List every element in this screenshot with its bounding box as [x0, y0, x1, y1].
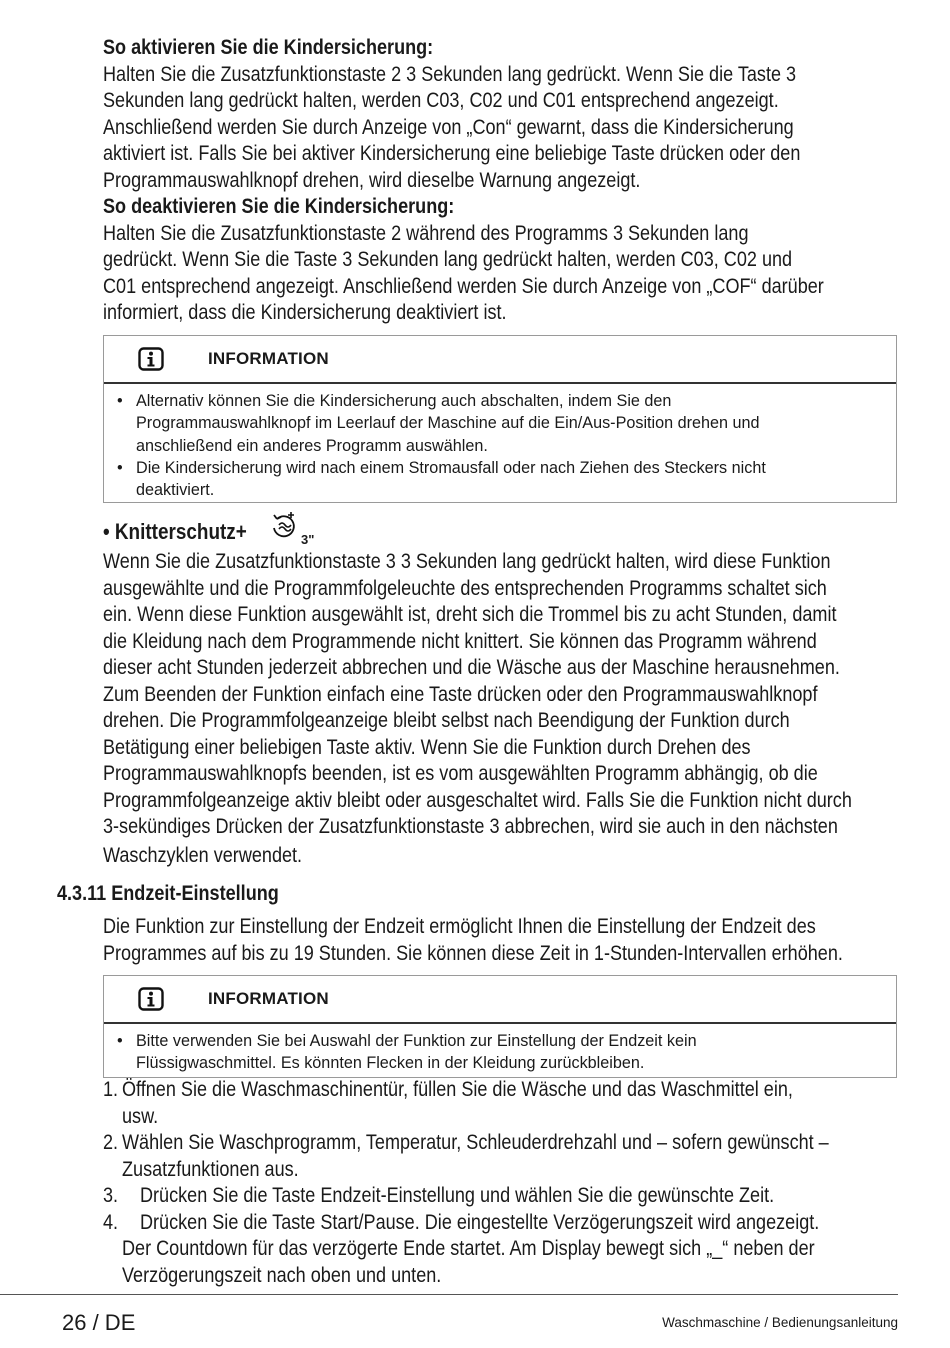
knitterschutz-section — [103, 517, 950, 869]
step-line: Öffnen Sie die Waschmaschinentür, füllen Sie die Wäsche und das Waschmittel ein, — [122, 1078, 793, 1101]
childlock-section — [103, 35, 941, 327]
knitterschutz-line: drehen. Die Programmfolgeanzeige bleibt selbst nach Beendigung der Funktion durch — [103, 709, 790, 732]
step-line: usw. — [122, 1104, 159, 1128]
information-line: • Bitte verwenden Sie bei Auswahl der Funktion zur Einstellung der Endzeit kein — [136, 1032, 697, 1050]
step-item — [103, 1210, 903, 1290]
deactivate-line: informiert, dass die Kindersicherung deaktiviert ist. — [103, 301, 507, 324]
step-line: Zusatzfunktionen aus. — [122, 1157, 299, 1181]
info-icon — [138, 987, 164, 1011]
step-line: Der Countdown für das verzögerte Ende startet. Am Display bewegt sich „_“ neben der — [122, 1237, 815, 1260]
information-box — [103, 335, 897, 503]
knitterschutz-line: die Kleidung nach dem Programmende nicht knittert. Sie können das Programm während — [103, 629, 817, 653]
section-heading — [57, 881, 315, 908]
knitterschutz-line: Waschzyklen verwendet. — [103, 843, 303, 867]
activate-title: So aktivieren Sie die Kindersicherung: — [103, 36, 434, 59]
information-line: • Alternativ können Sie die Kindersicherung auch abschalten, indem Sie den — [136, 392, 672, 410]
knitterschutz-line: Programmauswahlknopfs beenden, ist es vom ausgewählten Programm abhängig, ob die — [103, 762, 818, 785]
information-item — [114, 1030, 886, 1075]
activate-line: Halten Sie die Zusatzfunktionstaste 2 3 Sekunden lang gedrückt. Wenn Sie die Taste 3 — [103, 62, 797, 86]
step-item — [103, 1077, 903, 1130]
information-box — [103, 975, 897, 1078]
knitterschutz-line: 3-sekündiges Drücken der Zusatzfunktionstaste 3 abbrechen, wird sie auch in den nächsten — [103, 815, 838, 838]
section-heading-text: 4.3.11 Endzeit-Einstellung — [57, 882, 279, 905]
activate-line: Programmauswahlknopf drehen, wird dieselbe Warnung angezeigt. — [103, 168, 641, 192]
step-number: 2. — [103, 1131, 119, 1154]
step-item — [103, 1130, 903, 1183]
information-line: Flüssigwaschmittel. Es könnten Flecken in der Kleidung zurückbleiben. — [136, 1054, 645, 1073]
information-list — [104, 1024, 896, 1082]
information-title: INFORMATION — [208, 349, 329, 368]
anti-crease-icon — [269, 510, 299, 540]
activate-line: Sekunden lang gedrückt halten, werden C03, C02 und C01 entsprechend angezeigt. — [103, 89, 779, 112]
step-number: 4. — [103, 1210, 119, 1234]
information-line: anschließend ein anderes Programm auswählen. — [136, 436, 488, 455]
knitterschutz-line: ausgewählte und die Programmfolgeleuchte des entsprechenden Programms schaltet sich — [103, 576, 827, 600]
information-line: Programmauswahlknopf im Leerlauf der Maschine auf die Ein/Aus-Position drehen und — [136, 414, 760, 433]
footer-divider — [0, 1294, 898, 1295]
knitterschutz-line: Betätigung einer beliebigen Taste aktiv. Wenn Sie die Funktion durch Drehen des — [103, 735, 751, 759]
knitterschutz-title: • Knitterschutz+ — [103, 519, 247, 544]
knitterschutz-line: Programmfolgeanzeige aktiv bleibt oder ausgeschaltet wird. Falls Sie die Funktion nicht durch — [103, 788, 852, 812]
steps-list — [103, 1077, 903, 1290]
step-item — [103, 1183, 903, 1210]
deactivate-line: C01 entsprechend angezeigt. Anschließend werden Sie durch Anzeige von „COF“ darüber — [103, 274, 824, 298]
section-line: Die Funktion zur Einstellung der Endzeit ermöglicht Ihnen die Einstellung der Endzeit des — [103, 915, 816, 938]
step-line: Drücken Sie die Taste Endzeit-Einstellung und wählen Sie die gewünschte Zeit. — [140, 1184, 775, 1207]
information-line: deaktiviert. — [136, 481, 215, 500]
information-list — [104, 384, 896, 508]
information-header — [104, 336, 896, 384]
activate-line: Anschließend werden Sie durch Anzeige von „Con“ gewarnt, dass die Kindersicherung — [103, 115, 794, 139]
information-item — [114, 457, 886, 502]
document-name: Waschmaschine / Bedienungsanleitung — [662, 1315, 898, 1330]
step-line: Drücken Sie die Taste Start/Pause. Die eingestellte Verzögerungszeit wird angezeigt. — [140, 1210, 820, 1234]
step-line: Verzögerungszeit nach oben und unten. — [122, 1263, 442, 1287]
section-line: Programmes auf bis zu 19 Stunden. Sie können diese Zeit in 1-Stunden-Intervallen erhöhen. — [103, 941, 843, 965]
information-header — [104, 976, 896, 1024]
information-title: INFORMATION — [208, 989, 329, 1008]
info-icon — [138, 347, 164, 371]
deactivate-line: gedrückt. Wenn Sie die Taste 3 Sekunden lang gedrückt halten, werden C03, C02 und — [103, 248, 793, 271]
information-line: • Die Kindersicherung wird nach einem Stromausfall oder nach Ziehen des Steckers nicht — [136, 458, 766, 477]
activate-line: aktiviert ist. Falls Sie bei aktiver Kindersicherung eine beliebige Taste drücken oder den — [103, 142, 801, 165]
deactivate-title: So deaktivieren Sie die Kindersicherung: — [103, 195, 455, 218]
knitterschutz-line: ein. Wenn diese Funktion ausgewählt ist, dreht sich die Trommel bis zu acht Stunden, damit — [103, 603, 837, 626]
step-number: 3. — [103, 1184, 119, 1207]
knitterschutz-line: Zum Beenden der Funktion einfach eine Taste drücken oder den Programmauswahlknopf — [103, 682, 818, 706]
information-item — [114, 390, 886, 457]
knitterschutz-line: dieser acht Stunden jederzeit abbrechen und die Wäsche aus der Maschine herausnehmen. — [103, 656, 840, 679]
knitterschutz-line: Wenn Sie die Zusatzfunktionstaste 3 3 Sekunden lang gedrückt halten, wird diese Funktion — [103, 550, 831, 573]
step-number: 1. — [103, 1078, 119, 1101]
step-line: Wählen Sie Waschprogramm, Temperatur, Schleuderdrehzahl und – sofern gewünscht – — [122, 1131, 829, 1154]
section-intro — [103, 914, 950, 967]
page-number: 26 / DE — [62, 1310, 136, 1335]
anti-crease-duration: 3" — [301, 532, 315, 547]
deactivate-line: Halten Sie die Zusatzfunktionstaste 2 während des Programms 3 Sekunden lang — [103, 221, 749, 245]
